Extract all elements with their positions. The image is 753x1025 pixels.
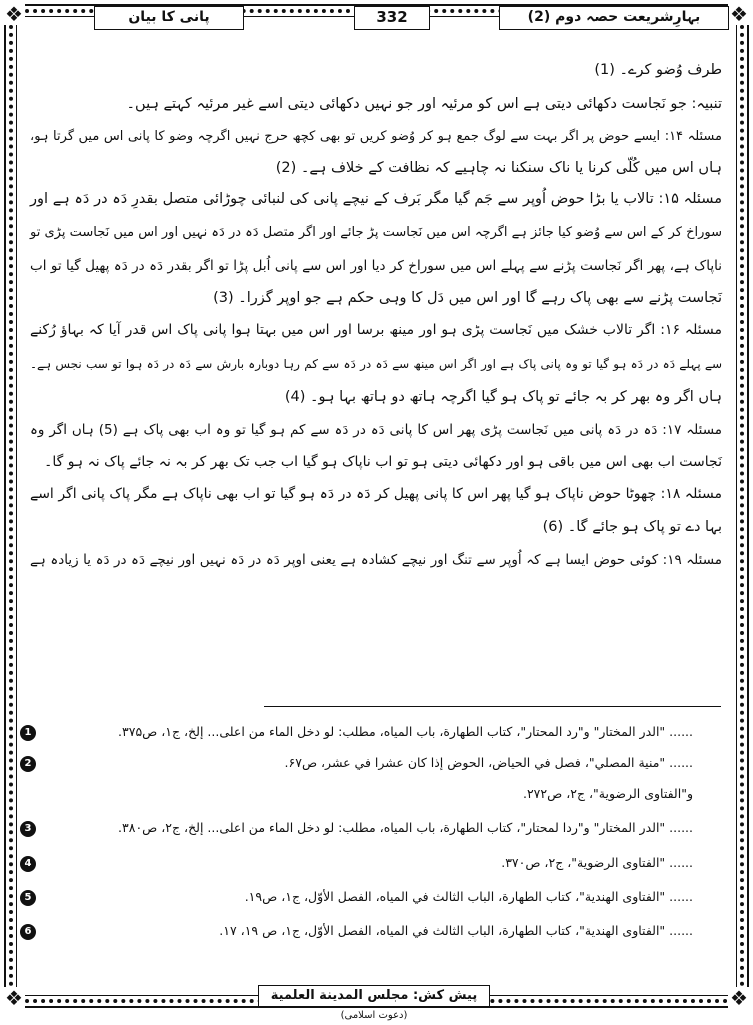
corner-ornament-icon: ❖: [728, 3, 750, 25]
footnote: [118, 820, 693, 836]
publisher-footer: [258, 985, 490, 1021]
footnote-text: و"الفتاوى الرضوية"، ج۲، ص۲۷۲.: [522, 786, 693, 801]
corner-ornament-icon: ❖: [728, 987, 750, 1009]
page-number: 332: [354, 6, 430, 30]
footnote-number: 5: [20, 890, 36, 906]
book-title: بہارِشریعت حصہ دوم (2): [499, 6, 729, 30]
footnote: [523, 786, 693, 802]
corner-ornament-icon: ❖: [3, 3, 25, 25]
footnote-number: 2: [20, 756, 36, 772]
text-line: مسئلہ ۱۸: چھوٹا حوض ناپاک ہو گیا پھر اس کا پانی پھیل کر دَہ در دَہ ہو گیا تو اب بھی ناپاک ہے مگر پاک پانی اگر اسے: [30, 486, 722, 502]
footnote-divider: [264, 706, 721, 707]
footer-publisher: مجلس المدينة العلمية: [270, 988, 409, 1003]
text-line: طرف وُضو کرے۔ (1): [594, 62, 722, 78]
footnote-text: ...... "الفتاوى الهندية"، كتاب الطهارة، الباب الثالث في المياه، الفصل الأوّل، ج۱، ص ۱۹، ۱۷.: [219, 923, 693, 938]
footnote-text: ...... "الدر المختار" و"رد المحتار"، كتاب الطهارة، باب المياه، مطلب: لو دخل الماء من اعلى... إلخ، ج۱، ص۳۷۵.: [118, 724, 693, 739]
text-line: نَجاست پڑنے سے بھی پاک رہے گا اور اس میں دَل کا وہی حکم ہے جو اوپر گزرا۔ (3): [213, 290, 722, 306]
text-line: سوراخ کر کے اس سے وُضو کیا جائز ہے اگرچہ اس میں نَجاست پڑ جائے اور اگر متصل دَہ در دَہ نہیں اور اس میں نَجاست پڑی تو: [30, 225, 722, 240]
footnote: [285, 755, 693, 771]
text-line: مسئلہ ۱۷: دَہ در دَہ پانی میں نَجاست پڑی پھر اس کا پانی دَہ در دَہ سے کم ہو گیا تو وہ اب بھی پاک ہے (5) ہاں اگر وہ: [30, 422, 722, 438]
text-line: نَجاست اب بھی اس میں باقی ہو اور دکھائی دیتی ہو تو اب ناپاک ہو گیا اب جب تک بھر کر بہ نہ جائے پاک نہ ہو گا۔: [44, 454, 722, 470]
text-line: مسئلہ ۱۹: کوئی حوض ایسا ہے کہ اُوپر سے تنگ اور نیچے کشادہ ہے یعنی اوپر دَہ در دَہ نہیں اور نیچے دَہ در دَہ یا زیادہ ہے: [30, 552, 722, 568]
footnote: [118, 724, 693, 740]
footnote-text: ...... "الفتاوى الهندية"، كتاب الطهارة، الباب الثالث في المياه، الفصل الأوّل، ج۱، ص۱۹.: [244, 889, 693, 904]
text-line: سے پہلے دَہ در دَہ ہو گیا تو وہ پانی پاک ہے اور اگر اس مینھ سے دَہ در دَہ سے کم رہا دوبارہ بارش سے دَہ در دَہ ہوا تو سب نجس ہے۔: [30, 357, 722, 371]
text-line: مسئلہ ۱۵: تالاب یا بڑا حوض اُوپر سے جَم گیا مگر بَرف کے نیچے پانی کی لنبائی چوڑائی متصل بقدرِ دَہ در دَہ ہے اور: [30, 191, 722, 207]
text-line: مسئلہ ۱۴: ایسے حوض پر اگر بہت سے لوگ جمع ہو کر وُضو کریں تو بھی کچھ حرج نہیں اگرچہ وضو کا پانی اس میں گرتا ہو،: [30, 129, 722, 144]
text-line: تنبیہ: جو نَجاست دکھائی دیتی ہے اس کو مرئیہ اور جو نہیں دکھائی دیتی اسے غیر مرئیہ کہتے ہیں۔: [126, 96, 722, 112]
footnote-text: ...... "الفتاوى الرضوية"، ج۲، ص۳۷۰.: [501, 855, 693, 870]
footnote-number: 1: [20, 725, 36, 741]
footer-note: (دعوت اسلامی): [340, 1010, 408, 1021]
footnote: [245, 889, 693, 905]
footnote-text: ...... "منية المصلي"، فصل في الحياض، الحوض إذا كان عشرا في عشر، ص۶۷.: [284, 755, 693, 770]
footnote-number: 6: [20, 924, 36, 940]
chapter-title: پانی کا بیان: [94, 6, 244, 30]
text-line: ناپاک ہے، پھر اگر نَجاست پڑنے سے پہلے اس میں سوراخ کر دیا اور اس سے پانی اُبل پڑا تو اگر بقدر دَہ در دَہ پھیل گیا تو اب: [30, 258, 722, 274]
footnote-text: ...... "الدر المختار" و"ردا لمحتار"، كتاب الطهارة، باب المياه، مطلب: لو دخل الماء من اعلى... إلخ، ج۲، ص۳۸۰.: [118, 820, 693, 835]
text-line: مسئلہ ۱۶: اگر تالاب خشک میں نَجاست پڑی ہو اور مینھ برسا اور اس میں بہتا ہوا پانی پاک اس قدر آیا کہ بہاؤ رُکنے: [30, 322, 722, 338]
footnote-number: 3: [20, 821, 36, 837]
footnote: [219, 923, 693, 939]
text-line: ہاں اس میں کُلّی کرنا یا ناک سنکنا نہ چاہیے کہ نظافت کے خلاف ہے۔ (2): [275, 160, 722, 176]
footnote-number: 4: [20, 856, 36, 872]
footer-label: پیش کش:: [412, 988, 478, 1003]
text-line: بہا دے تو پاک ہو جائے گا۔ (6): [542, 519, 722, 535]
footnote: [501, 855, 693, 871]
page-header: [24, 6, 729, 32]
text-line: ہاں اگر وہ بھر کر بہ جائے تو پاک ہو گیا اگرچہ ہاتھ دو ہاتھ بہا ہو۔ (4): [284, 389, 722, 405]
corner-ornament-icon: ❖: [3, 987, 25, 1009]
